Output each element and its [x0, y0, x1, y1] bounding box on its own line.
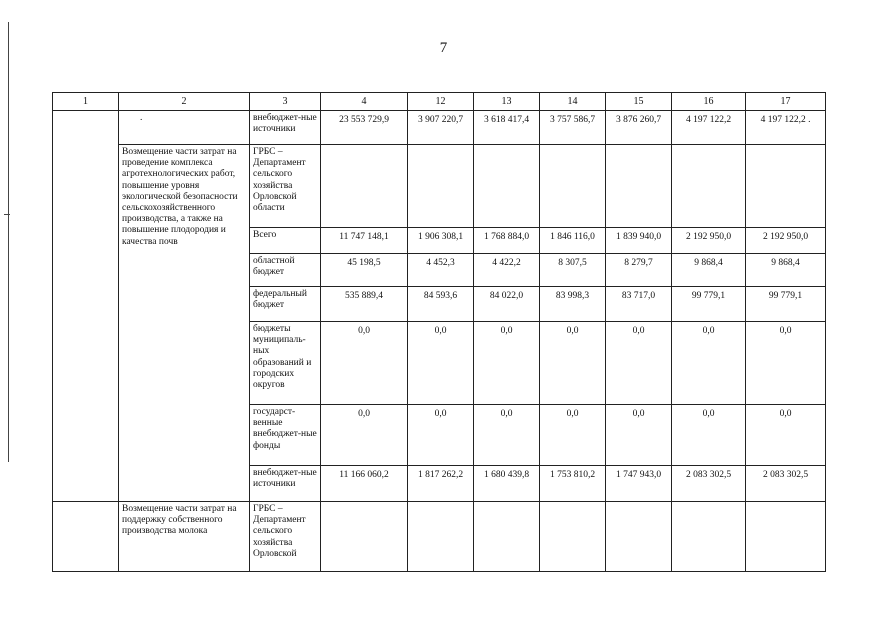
- column-header: 4: [321, 93, 408, 111]
- empty-cell: [540, 145, 606, 228]
- value-cell: 1 680 439,8: [474, 466, 540, 502]
- empty-cell: [606, 145, 672, 228]
- value-cell: 11 747 148,1: [321, 228, 408, 254]
- value-cell: 1 817 262,2: [408, 466, 474, 502]
- empty-cell: [672, 145, 746, 228]
- value-cell: 1 747 943,0: [606, 466, 672, 502]
- empty-cell: [672, 502, 746, 572]
- value-cell: 99 779,1: [672, 287, 746, 322]
- empty-cell: [321, 502, 408, 572]
- empty-cell: [746, 145, 826, 228]
- value-cell: 0,0: [606, 405, 672, 466]
- value-cell: 0,0: [540, 405, 606, 466]
- value-cell: 0,0: [474, 405, 540, 466]
- value-cell: 1 753 810,2: [540, 466, 606, 502]
- source-label: внебюджет-ные источники: [250, 111, 321, 145]
- dot-mark-cell: .: [119, 111, 250, 145]
- value-cell: 2 083 302,5: [672, 466, 746, 502]
- scan-margin-tick: [4, 214, 10, 215]
- column-header: 15: [606, 93, 672, 111]
- blank-cell: [53, 111, 119, 502]
- value-cell: 84 022,0: [474, 287, 540, 322]
- empty-cell: [474, 502, 540, 572]
- empty-cell: [408, 145, 474, 228]
- grbs-label: ГРБС – Департамент сельского хозяйства Орловской: [250, 502, 321, 572]
- blank-cell: [53, 502, 119, 572]
- value-cell: 3 618 417,4: [474, 111, 540, 145]
- value-cell: 99 779,1: [746, 287, 826, 322]
- column-header: 14: [540, 93, 606, 111]
- value-cell: 8 279,7: [606, 254, 672, 287]
- budget-table: [52, 92, 826, 572]
- value-cell: 3 907 220,7: [408, 111, 474, 145]
- value-cell: 0,0: [474, 322, 540, 405]
- value-cell: 4 452,3: [408, 254, 474, 287]
- value-cell: 4 197 122,2 .: [746, 111, 826, 145]
- table-row: [53, 145, 826, 228]
- source-label: бюджеты муниципаль-ных образований и городских округов: [250, 322, 321, 405]
- table-row: [53, 111, 826, 145]
- value-cell: 2 192 950,0: [746, 228, 826, 254]
- value-cell: 1 839 940,0: [606, 228, 672, 254]
- empty-cell: [540, 502, 606, 572]
- value-cell: 9 868,4: [672, 254, 746, 287]
- value-cell: 83 998,3: [540, 287, 606, 322]
- table-row: [53, 502, 826, 572]
- grbs-label: ГРБС – Департамент сельского хозяйства Орловской области: [250, 145, 321, 228]
- column-header: 1: [53, 93, 119, 111]
- value-cell: 2 192 950,0: [672, 228, 746, 254]
- column-header: 12: [408, 93, 474, 111]
- value-cell: 2 083 302,5: [746, 466, 826, 502]
- header-row: [53, 93, 826, 111]
- page-number: 7: [439, 40, 448, 56]
- empty-cell: [474, 145, 540, 228]
- value-cell: 1 906 308,1: [408, 228, 474, 254]
- scan-margin-line: [8, 22, 9, 462]
- measure-name: Возмещение части затрат на проведение комплекса агротехнологических работ, повышение уровня экологической безопасности сельскохозяйственного производства, а также на повышение плодородия и качества почв: [119, 145, 250, 502]
- source-label: внебюджет-ные источники: [250, 466, 321, 502]
- column-header: 2: [119, 93, 250, 111]
- column-header: 3: [250, 93, 321, 111]
- value-cell: 0,0: [606, 322, 672, 405]
- column-header: 17: [746, 93, 826, 111]
- empty-cell: [408, 502, 474, 572]
- source-label: федеральный бюджет: [250, 287, 321, 322]
- value-cell: 84 593,6: [408, 287, 474, 322]
- value-cell: 0,0: [408, 322, 474, 405]
- value-cell: 8 307,5: [540, 254, 606, 287]
- value-cell: 83 717,0: [606, 287, 672, 322]
- value-cell: 45 198,5: [321, 254, 408, 287]
- value-cell: 11 166 060,2: [321, 466, 408, 502]
- empty-cell: [606, 502, 672, 572]
- source-label: областной бюджет: [250, 254, 321, 287]
- value-cell: 9 868,4: [746, 254, 826, 287]
- empty-cell: [746, 502, 826, 572]
- value-cell: 535 889,4: [321, 287, 408, 322]
- value-cell: 1 846 116,0: [540, 228, 606, 254]
- empty-cell: [321, 145, 408, 228]
- value-cell: 4 422,2: [474, 254, 540, 287]
- measure-name: Возмещение части затрат на поддержку собственного производства молока: [119, 502, 250, 572]
- source-label: государст-венные внебюджет-ные фонды: [250, 405, 321, 466]
- value-cell: 23 553 729,9: [321, 111, 408, 145]
- value-cell: 4 197 122,2: [672, 111, 746, 145]
- value-cell: 3 757 586,7: [540, 111, 606, 145]
- column-header: 16: [672, 93, 746, 111]
- value-cell: 0,0: [540, 322, 606, 405]
- value-cell: 0,0: [746, 322, 826, 405]
- value-cell: 3 876 260,7: [606, 111, 672, 145]
- value-cell: 0,0: [321, 322, 408, 405]
- value-cell: 0,0: [321, 405, 408, 466]
- value-cell: 0,0: [672, 405, 746, 466]
- value-cell: 0,0: [746, 405, 826, 466]
- value-cell: 0,0: [672, 322, 746, 405]
- source-label: Всего: [250, 228, 321, 254]
- column-header: 13: [474, 93, 540, 111]
- value-cell: 0,0: [408, 405, 474, 466]
- value-cell: 1 768 884,0: [474, 228, 540, 254]
